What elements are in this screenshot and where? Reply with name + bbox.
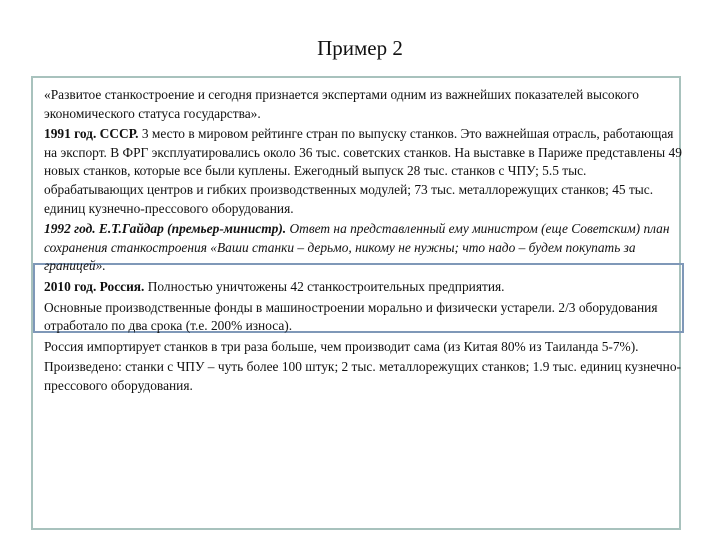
paragraph-quote <box>44 86 682 123</box>
paragraph-1992 <box>44 220 682 276</box>
paragraph-lead: 1991 год. СССР. <box>44 126 139 142</box>
paragraph-text: Россия импортирует станков в три раза больше, чем производит сама (из Китая 80% из Таиланда 5-7%). <box>44 338 639 354</box>
paragraph-text: Основные производственные фонды в машиностроении морально и физически устарели. 2/3 оборудования отработало по два срока (т.е. 200% износа). <box>44 299 658 334</box>
paragraph-text: Произведено: станки с ЧПУ – чуть более 100 штук; 2 тыс. металлорежущих станков; 1.9 тыс. единиц кузнечно-прессового оборудования. <box>44 359 681 393</box>
paragraph-lead: 1992 год. Е.Т.Гайдар (премьер-министр). <box>44 221 287 237</box>
slide-title: Пример 2 <box>317 36 403 60</box>
paragraph-production <box>44 358 682 395</box>
paragraph-lead: 2010 год. Россия. <box>44 278 145 294</box>
paragraph-1991 <box>44 125 682 218</box>
slide-body <box>44 86 682 398</box>
paragraph-funds <box>44 299 682 336</box>
paragraph-text: 3 место в мировом рейтинге стран по выпуску станков. Это важнейшая отрасль, работающая на экспорт. В ФРГ эксплуатировались около 36 тыс. советских станков. На выставке в Париже представлены 49 новых станков, которые все были куплены. Ежегодный выпуск 28 тыс. станков с ЧПУ; 5.5 тыс. обрабатывающих центров и гибких производственных модулей; 73 тыс. металлорежущих станков; 45 тыс. единиц кузнечно-прессового оборудования. <box>44 126 682 216</box>
paragraph-text: Полностью уничтожены 42 станкостроительных предприятия. <box>144 278 505 294</box>
paragraph-imports <box>44 338 682 357</box>
paragraph-text: Ответ на представленный ему министром (еще Советским) план сохранения станкостроения «Ваши станки – дерьмо, никому не нужны; что надо – будем покупать за границей». <box>44 221 670 274</box>
paragraph-2010 <box>44 278 682 297</box>
paragraph-text: «Развитое станкостроение и сегодня признается экспертами одним из важнейших показателей высокого экономического статуса государства». <box>44 87 639 121</box>
